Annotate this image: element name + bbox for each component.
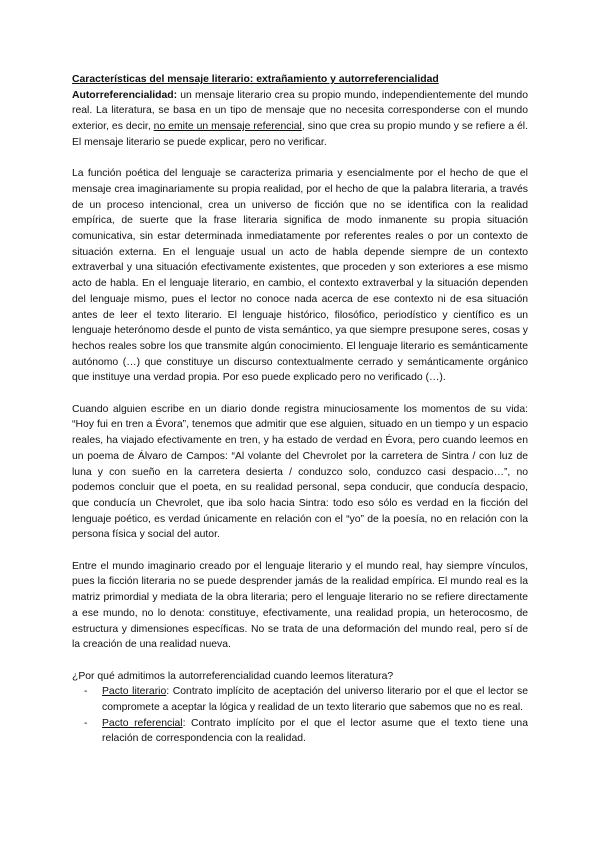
paragraph-mundo-imaginario: Entre el mundo imaginario creado por el lenguaje literario y el mundo real, hay siempre vínculos, pues la ficción literaria no se puede desprender jamás de la realidad empírica. El mundo real es la matriz primordial y mediata de la obra literaria; pero el lenguaje literario no se refiere directamente a ese mundo, no lo denota: constituye, efectivamente, una realidad propia, un heterocosmo, de estructura y dimensiones específicas. No se trata de una deformación del mundo real, pero sí de la creación de una realidad nueva. [72, 560, 528, 651]
paragraph-funcion-poetica: La función poética del lenguaje se caracteriza primaria y esencialmente por el hecho de que el mensaje crea imaginariamente su propia realidad, por el hecho de que la palabra literaria, a través de un proceso intencional, crea un universo de ficción que no se identifica con la realidad empírica, de suerte que la frase literaria significa de modo inmanente su propia situación comunicativa, sin estar determinada inmediatamente por referentes reales o por un contexto de situación externa. En el lenguaje usual un acto de habla depende siempre de un contexto extraverbal y una situación efectivamente existentes, que proceden y son exteriores a ese mismo acto de habla. En el lenguaje literario, en cambio, el contexto extraverbal y la situación dependen del lenguaje mismo, pues el lector no conoce nada acerca de ese contexto ni de esa situación antes de leer el texto literario. El lenguaje histórico, filosófico, periodístico y científico es un lenguaje heterónomo desde el punto de vista semántico, ya que siempre presupone seres, cosas y hechos reales sobre los que transmite algún conocimiento. El lenguaje literario es semánticamente autónomo (…) que constituye un discurso contextualmente cerrado y semánticamente orgánico que instituye una verdad propia. Por eso puede explicado pero no verificado (…). [72, 168, 528, 384]
list-item-pacto-referencial [72, 716, 528, 747]
p1-text-after: , sino que crea su propio mundo y se refiere a él. El mensaje literario se puede explicar, pero no verificar. [72, 121, 528, 148]
p1-underlined-phrase: no emite un mensaje referencial [153, 121, 302, 133]
pacto-referencial-text: : Contrato implícito por el que el lector asume que el texto tiene una relación de correspondencia con la realidad. [102, 717, 528, 745]
list-item-pacto-literario [72, 684, 528, 715]
pact-list [72, 684, 528, 747]
document-title: Características del mensaje literario: extrañamiento y autorreferencialidad [72, 74, 439, 85]
term-pacto-referencial: Pacto referencial [102, 717, 183, 729]
pacto-literario-text: : Contrato implícito de aceptación del universo literario por el que el lector se compromete a aceptar la lógica y realidad de un texto literario que sabemos que no es real. [102, 686, 528, 714]
term-autorreferencialidad: Autorreferencialidad: [72, 89, 178, 101]
document-body [72, 72, 528, 747]
paragraph-autorreferencialidad [72, 88, 528, 151]
paragraph-diario-ejemplo: Cuando alguien escribe en un diario donde registra minuciosamente los momentos de su vida: “Hoy fui en tren a Évora”, tenemos que admitir que ese alguien, situado en un tiempo y un espacio reales, ha viajado efectivamente en tren, y ha estado de verdad en Évora, pero cuando leemos en un poema de Álvaro de Campos: “Al volante del Chevrolet por la carretera de Sintra / con luz de luna y con sueño en la carretera desierta / conduzco solo, conduzco casi despacio…”, no podemos concluir que el poeta, en su realidad personal, sepa conducir, que conducía despacio, que conducía un Chevrolet, que iba solo hacia Sintra: todo eso sólo es verdad en la ficción del lenguaje poético, es verdad únicamente en relación con el “yo” de la poesía, no en relación con la persona física y social del autor. [72, 403, 528, 541]
question-autorreferencialidad: ¿Por qué admitimos la autorreferencialidad cuando leemos literatura? [72, 670, 394, 682]
term-pacto-literario: Pacto literario [102, 686, 167, 698]
list-dash: - [84, 686, 88, 698]
p1-text-before: un mensaje literario crea su propio mundo, independientemente del mundo real. La literatura, se basa en un tipo de mensaje que no necesita corresponderse con el mundo exterior, es decir, [72, 89, 528, 133]
list-dash: - [84, 717, 88, 729]
